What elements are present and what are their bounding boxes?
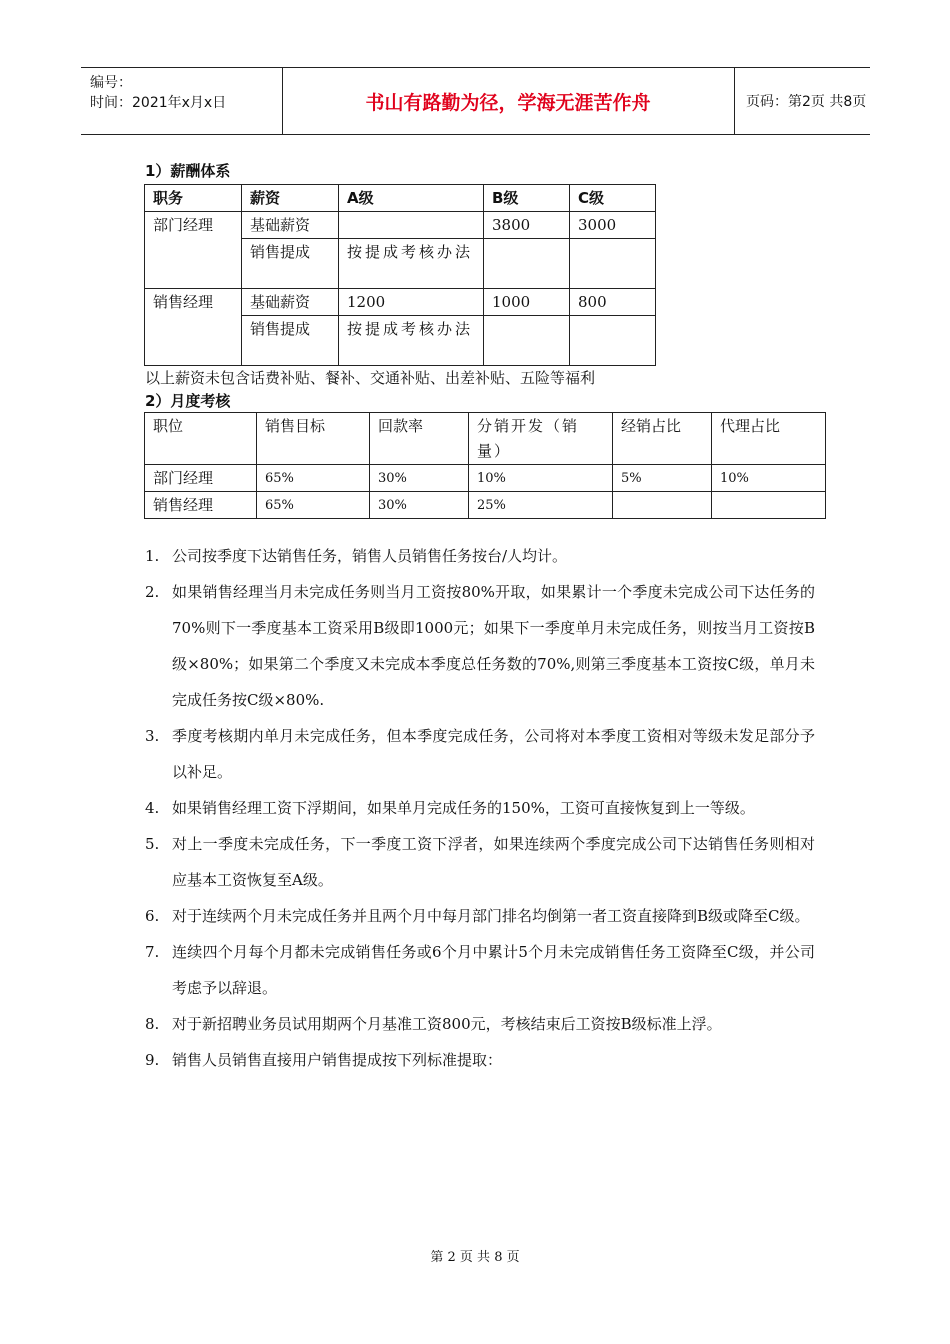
assessment-table — [144, 412, 826, 519]
table-cell: 30% — [370, 465, 469, 492]
salary-table-header — [145, 185, 656, 212]
header-cell: A级 — [339, 185, 484, 212]
table-cell: 销售提成 — [242, 239, 339, 289]
header-cell: 分销开发（销量） — [469, 413, 613, 465]
list-text: 对于新招聘业务员试用期两个月基准工资800元，考核结束后工资按B级标准上浮。 — [172, 1015, 722, 1033]
list-item — [145, 1006, 815, 1042]
table-row — [145, 492, 826, 519]
table-cell: 按提成考核办法 — [339, 316, 484, 366]
benefits-note: 以上薪资未包含话费补贴、餐补、交通补贴、出差补贴、五险等福利 — [145, 369, 596, 387]
table-cell — [570, 316, 656, 366]
table-cell: 部门经理 — [145, 465, 257, 492]
list-item — [145, 538, 815, 574]
list-text: 如果销售经理工资下浮期间，如果单月完成任务的150%，工资可直接恢复到上一等级。 — [172, 799, 755, 817]
header-cell: 职务 — [145, 185, 242, 212]
table-cell: 65% — [257, 465, 370, 492]
header-cell: 经销占比 — [613, 413, 712, 465]
table-cell: 25% — [469, 492, 613, 519]
table-cell — [613, 492, 712, 519]
list-number: 8. — [145, 1015, 160, 1033]
list-text: 对上一季度未完成任务，下一季度工资下浮者，如果连续两个季度完成公司下达销售任务则相对应基本工资恢复至A级。 — [172, 835, 815, 889]
header-meta — [81, 68, 283, 134]
header-page-label: 页码：第2页 共8页 — [746, 94, 867, 110]
list-item — [145, 826, 815, 898]
table-cell: 30% — [370, 492, 469, 519]
header-cell: C级 — [570, 185, 656, 212]
table-row — [145, 465, 826, 492]
table-cell: 10% — [469, 465, 613, 492]
table-cell: 800 — [570, 289, 656, 316]
list-number: 3. — [145, 727, 160, 745]
table-cell — [339, 212, 484, 239]
table-cell: 10% — [712, 465, 826, 492]
table-cell — [484, 316, 570, 366]
table-cell: 销售提成 — [242, 316, 339, 366]
table-cell — [570, 239, 656, 289]
list-text: 公司按季度下达销售任务，销售人员销售任务按台/人均计。 — [172, 547, 568, 565]
list-number: 2. — [145, 583, 160, 601]
table-cell: 按提成考核办法 — [339, 239, 484, 289]
list-text: 如果销售经理当月未完成任务则当月工资按80%开取，如果累计一个季度未完成公司下达任务的70%则下一季度基本工资采用B级即1000元；如果下一季度单月未完成任务，则按当月工资按B级×80%；如果第二个季度又未完成本季度总任务数的70%,则第三季度基本工资按C级，单月未完成任务按C级×80%. — [172, 583, 815, 709]
list-number: 6. — [145, 907, 160, 925]
table-cell — [484, 239, 570, 289]
list-number: 7. — [145, 943, 160, 961]
header-cell: 职位 — [145, 413, 257, 465]
list-text: 销售人员销售直接用户销售提成按下列标准提取： — [172, 1051, 503, 1069]
table-cell: 5% — [613, 465, 712, 492]
table-cell: 销售经理 — [145, 492, 257, 519]
table-row — [145, 289, 656, 316]
header-cell: 代理占比 — [712, 413, 826, 465]
header-cell: 薪资 — [242, 185, 339, 212]
header-cell: B级 — [484, 185, 570, 212]
time-label: 时间：2021年x月x日 — [90, 95, 227, 111]
list-text: 连续四个月每个月都未完成销售任务或6个月中累计5个月未完成销售任务工资降至C级，并公司考虑予以辞退。 — [172, 943, 815, 997]
header-motto: 书山有路勤为径，学海无涯苦作舟 — [282, 68, 735, 134]
header-cell: 回款率 — [370, 413, 469, 465]
list-number: 4. — [145, 799, 160, 817]
list-item — [145, 790, 815, 826]
list-item — [145, 1042, 815, 1078]
rules-list — [145, 538, 815, 1078]
section1-title: 1）薪酬体系 — [145, 162, 231, 180]
list-item — [145, 574, 815, 718]
table-cell: 1200 — [339, 289, 484, 316]
list-item — [145, 718, 815, 790]
table-cell: 3800 — [484, 212, 570, 239]
list-item — [145, 898, 815, 934]
list-number: 1. — [145, 547, 160, 565]
number-label: 编号： — [90, 75, 132, 91]
table-cell: 1000 — [484, 289, 570, 316]
list-text: 对于连续两个月未完成任务并且两个月中每月部门排名均倒第一者工资直接降到B级或降至C级。 — [172, 907, 810, 925]
list-item — [145, 934, 815, 1006]
section2-title: 2）月度考核 — [145, 392, 231, 410]
list-number: 5. — [145, 835, 160, 853]
header-cell: 销售目标 — [257, 413, 370, 465]
page-header — [81, 67, 870, 135]
list-number: 9. — [145, 1051, 160, 1069]
table-row — [145, 212, 656, 239]
assessment-table-header — [145, 413, 826, 465]
table-cell: 3000 — [570, 212, 656, 239]
list-text: 季度考核期内单月未完成任务，但本季度完成任务，公司将对本季度工资相对等级未发足部分予以补足。 — [172, 727, 815, 781]
role-cell: 部门经理 — [145, 212, 242, 289]
table-cell: 65% — [257, 492, 370, 519]
salary-table — [144, 184, 656, 366]
page-footer: 第 2 页 共 8 页 — [430, 1250, 520, 1265]
table-cell: 基础薪资 — [242, 212, 339, 239]
table-cell — [712, 492, 826, 519]
table-cell: 基础薪资 — [242, 289, 339, 316]
role-cell: 销售经理 — [145, 289, 242, 366]
